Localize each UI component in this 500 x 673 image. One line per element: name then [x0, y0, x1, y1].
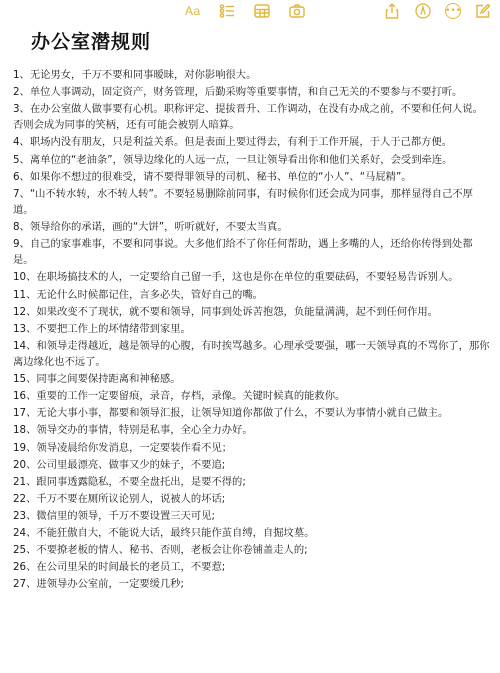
note-body[interactable]	[0, 28, 500, 593]
compose-icon[interactable]	[474, 3, 492, 19]
checklist-icon[interactable]	[218, 3, 236, 19]
list-item: 11、无论什么时候都记住，言多必失，管好自己的嘴。	[13, 288, 263, 301]
list-item: 25、不要撩老板的情人、秘书、否则，老板会让你卷铺盖走人的;	[13, 544, 308, 557]
notes-toolbar	[0, 0, 500, 22]
list-item: 14、和领导走得越近，越是领导的心腹，有时挨骂越多。心理承受要强，哪一天领导真的不骂你了，那你离边缘化也不远了。	[13, 339, 490, 369]
font-size-icon[interactable]: Aa	[185, 4, 201, 18]
list-item: 12、如果改变不了现状，就不要和领导，同事到处诉苦抱怨，负能量满满，起不到任何作用。	[13, 305, 438, 318]
list-item: 15、同事之间要保持距离和神秘感。	[13, 373, 181, 386]
rules-list	[13, 67, 490, 592]
list-item: 5、离单位的“老油条”，领导边缘化的人远一点，一旦让领导看出你和他们关系好，会受到牵连。	[13, 153, 453, 166]
list-item: 22、千万不要在厕所议论别人，说被人的坏话;	[13, 492, 226, 505]
list-item: 10、在职场搞技术的人，一定要给自己留一手，这也是你在单位的重要砝码，不要轻易告诉别人。	[13, 271, 459, 284]
list-item: 27、进领导办公室前，一定要缓几秒;	[13, 578, 185, 591]
list-item: 13、不要把工作上的坏情绪带到家里。	[13, 322, 191, 335]
list-item: 23、微信里的领导，千万不要设置三天可见;	[13, 509, 215, 522]
table-icon[interactable]	[253, 3, 271, 19]
share-icon[interactable]	[383, 3, 401, 19]
list-item: 8、领导给你的承诺，画的“大饼”，听听就好，不要太当真。	[13, 221, 288, 234]
list-item: 16、重要的工作一定要留痕，录音，存档，录像。关键时候真的能救你。	[13, 390, 346, 403]
list-item: 6、如果你不想过的很难受，请不要得罪领导的司机、秘书、单位的“小人”、“马屁精”。	[13, 170, 412, 183]
list-item: 26、在公司里呆的时间最长的老员工，不要惹;	[13, 561, 226, 574]
list-item: 19、领导凌晨给你发消息，一定要装作看不见；	[13, 441, 233, 454]
toolbar-right-group	[383, 3, 492, 19]
list-item: 20、公司里最漂亮、做事又少的妹子，不要追;	[13, 458, 226, 471]
note-title: 办公室潜规则	[31, 31, 152, 53]
list-item: 17、无论大事小事，都要和领导汇报，让领导知道你都做了什么，不要认为事情小就自己做主。	[13, 407, 449, 420]
list-item: 2、单位人事调动，固定资产，财务管理，后勤采购等重要事情，和自己无关的不要参与不要打听。	[13, 86, 463, 99]
markup-pen-icon[interactable]	[414, 3, 432, 19]
list-item: 24、不能狂傲自大，不能说大话，最终只能作茧自缚，自掘坟墓。	[13, 526, 315, 539]
list-item: 9、自己的家事难事，不要和同事说。大多他们给不了你任何帮助，遇上多嘴的人，还给你传得到处都是。	[13, 238, 473, 267]
list-item: 1、无论男女，千万不要和同事暧昧，对你影响很大。	[13, 69, 257, 81]
list-item: 7、“山不转水转，水不转人转”。不要轻易删除前同事，有时候你们还会成为同事，那样显得自己不厚道。	[13, 187, 473, 216]
list-item: 21、跟同事透露隐私，不要全盘托出，是要不得的;	[13, 475, 246, 488]
list-item: 3、在办公室做人做事要有心机。职称评定、提拔晋升、工作调动，在没有办成之前，不要和任何人说。否则会成为同事的笑柄，还有可能会被别人暗算。	[13, 103, 483, 132]
list-item: 4、职场内没有朋友，只是利益关系。但是表面上要过得去，有利于工作开展，于人于己都方便。	[13, 136, 453, 149]
camera-icon[interactable]	[288, 3, 306, 19]
more-options-icon[interactable]: •••	[445, 3, 461, 19]
toolbar-center-group	[185, 3, 306, 19]
list-item: 18、领导交办的事情，特别是私事，全心全力办好。	[13, 424, 253, 437]
